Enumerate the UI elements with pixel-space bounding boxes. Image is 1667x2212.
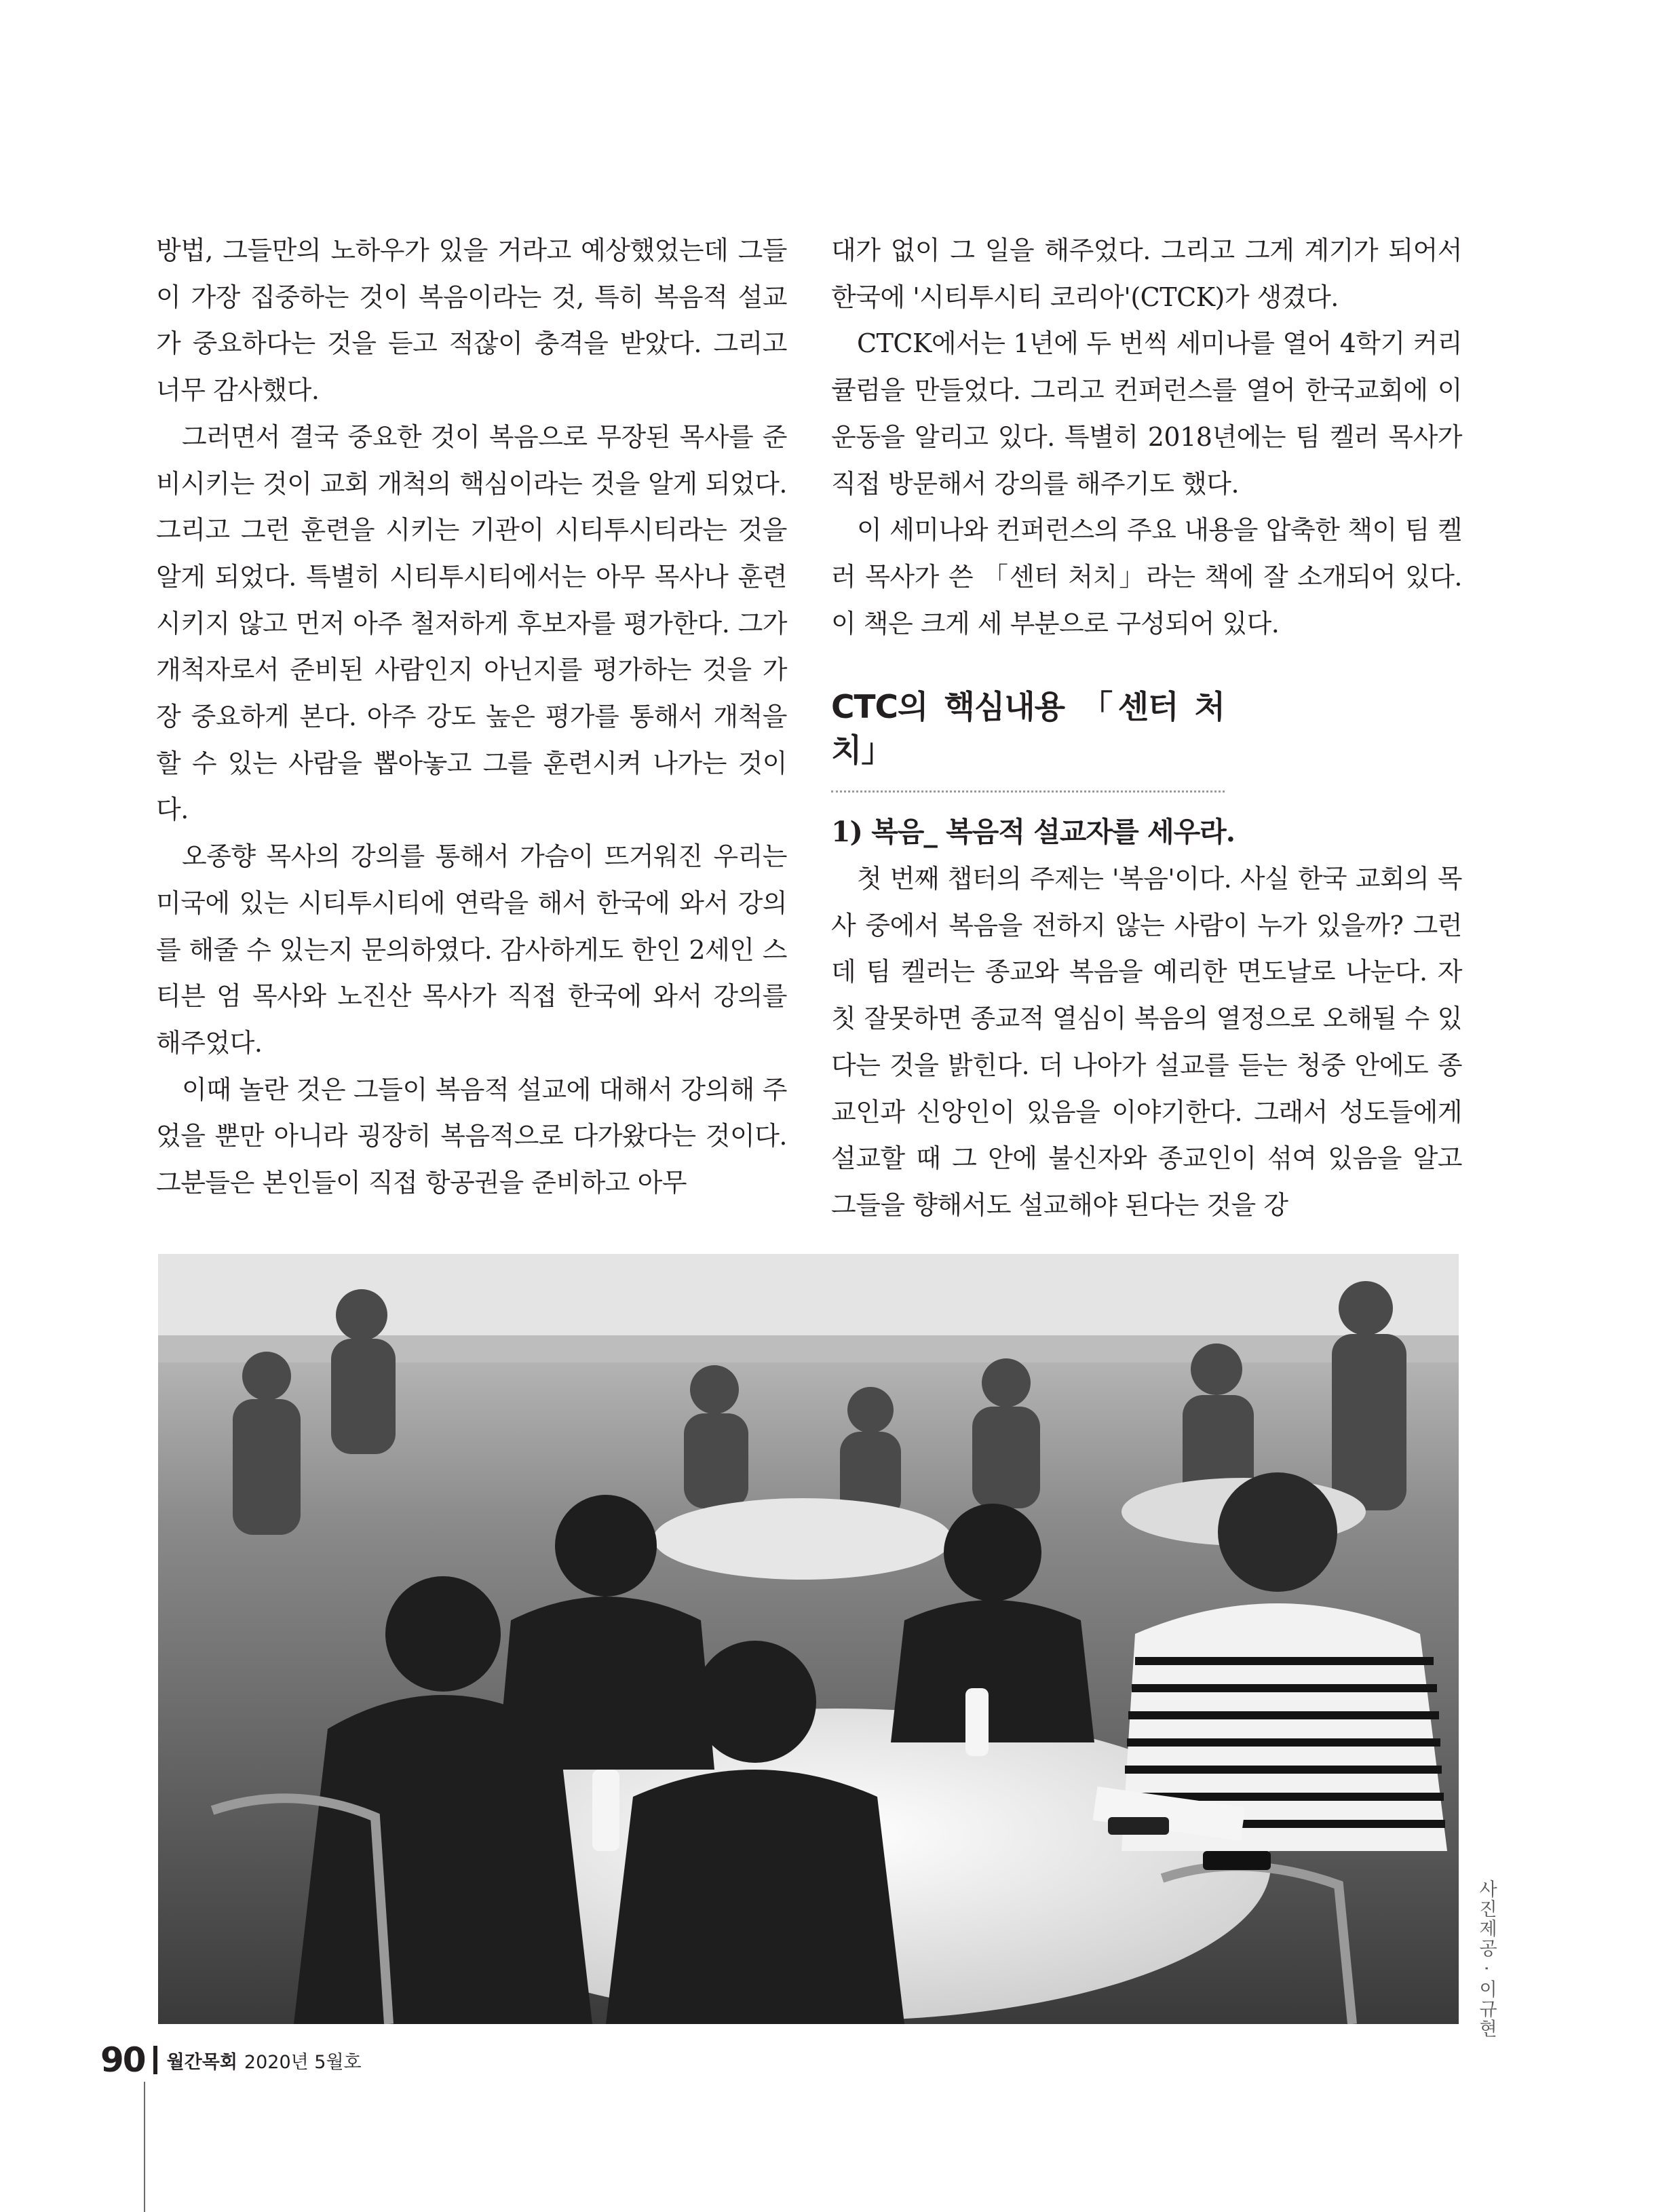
body-paragraph: 대가 없이 그 일을 해주었다. 그리고 그게 계기가 되어서 한국에 '시티투시티 코리아'(CTCK)가 생겼다. [831, 235, 1462, 312]
footer-divider [153, 2046, 157, 2074]
issue-date: 2020년 5월호 [244, 2051, 362, 2073]
page-footer [100, 2040, 362, 2080]
event-photo [158, 1254, 1459, 2024]
body-paragraph: 그러면서 결국 중요한 것이 복음으로 무장된 목사를 준비시키는 것이 교회 개척의 핵심이라는 것을 알게 되었다. 그리고 그런 훈련을 시키는 기관이 시티투시티라는 것을 알게 되었다. 특별히 시티투시티에서는 아무 목사나 훈련시키지 않고 먼저 아주 철저하게 후보자를 평가한다. 그가 개척자로서 준비된 사람인지 아닌지를 평가하는 것을 가장 중요하게 본다. 아주 강도 높은 평가를 통해서 개척을 할 수 있는 사람을 뽑아놓고 그를 훈련시켜 나가는 것이다. [156, 421, 787, 825]
body-paragraph: 이 세미나와 컨퍼런스의 주요 내용을 압축한 책이 팀 켈러 목사가 쓴 「센터 처치」라는 책에 잘 소개되어 있다. 이 책은 크게 세 부분으로 구성되어 있다. [831, 515, 1462, 638]
photo-credit: 사진제공 · 이규현 [1476, 1880, 1497, 2039]
page-number: 90 [100, 2040, 145, 2080]
magazine-name: 월간목회 [166, 2051, 237, 2073]
right-column [831, 227, 1462, 1229]
margin-rule [144, 2082, 145, 2212]
photo-illustration [158, 1254, 1459, 2024]
left-column [156, 227, 787, 1206]
body-paragraph: 이때 놀란 것은 그들이 복음적 설교에 대해서 강의해 주었을 뿐만 아니라 굉장히 복음적으로 다가왔다는 것이다. 그분들은 본인들이 직접 항공권을 준비하고 아무 [156, 1074, 787, 1198]
body-paragraph: 방법, 그들만의 노하우가 있을 거라고 예상했었는데 그들이 가장 집중하는 것이 복음이라는 것, 특히 복음적 설교가 중요하다는 것을 듣고 적잖이 충격을 받았다. 그리고 너무 감사했다. [156, 235, 787, 406]
section-title: CTC의 핵심내용 「센터 처치」 [831, 686, 1225, 793]
subsection-title: 1) 복음_ 복음적 설교자를 세우라. [831, 816, 1235, 849]
body-paragraph: CTCK에서는 1년에 두 번씩 세미나를 열어 4학기 커리큘럼을 만들었다. 그리고 컨퍼런스를 열어 한국교회에 이 운동을 알리고 있다. 특별히 2018년에는 팀 켈러 목사가 직접 방문해서 강의를 해주기도 했다. [831, 328, 1462, 499]
body-paragraph: 첫 번째 챕터의 주제는 '복음'이다. 사실 한국 교회의 목사 중에서 복음을 전하지 않는 사람이 누가 있을까? 그런데 팀 켈러는 종교와 복음을 예리한 면도날로 나눈다. 자칫 잘못하면 종교적 열심이 복음의 열정으로 오해될 수 있다는 것을 밝힌다. 더 나아가 설교를 듣는 청중 안에도 종교인과 신앙인이 있음을 이야기한다. 그래서 성도들에게 설교할 때 그 안에 불신자와 종교인이 섞여 있음을 알고 그들을 향해서도 설교해야 된다는 것을 강 [831, 864, 1462, 1220]
body-paragraph: 오종향 목사의 강의를 통해서 가슴이 뜨거워진 우리는 미국에 있는 시티투시티에 연락을 해서 한국에 와서 강의를 해줄 수 있는지 문의하였다. 감사하게도 한인 2세인 스티븐 엄 목사와 노진산 목사가 직접 한국에 와서 강의를 해주었다. [156, 841, 787, 1058]
